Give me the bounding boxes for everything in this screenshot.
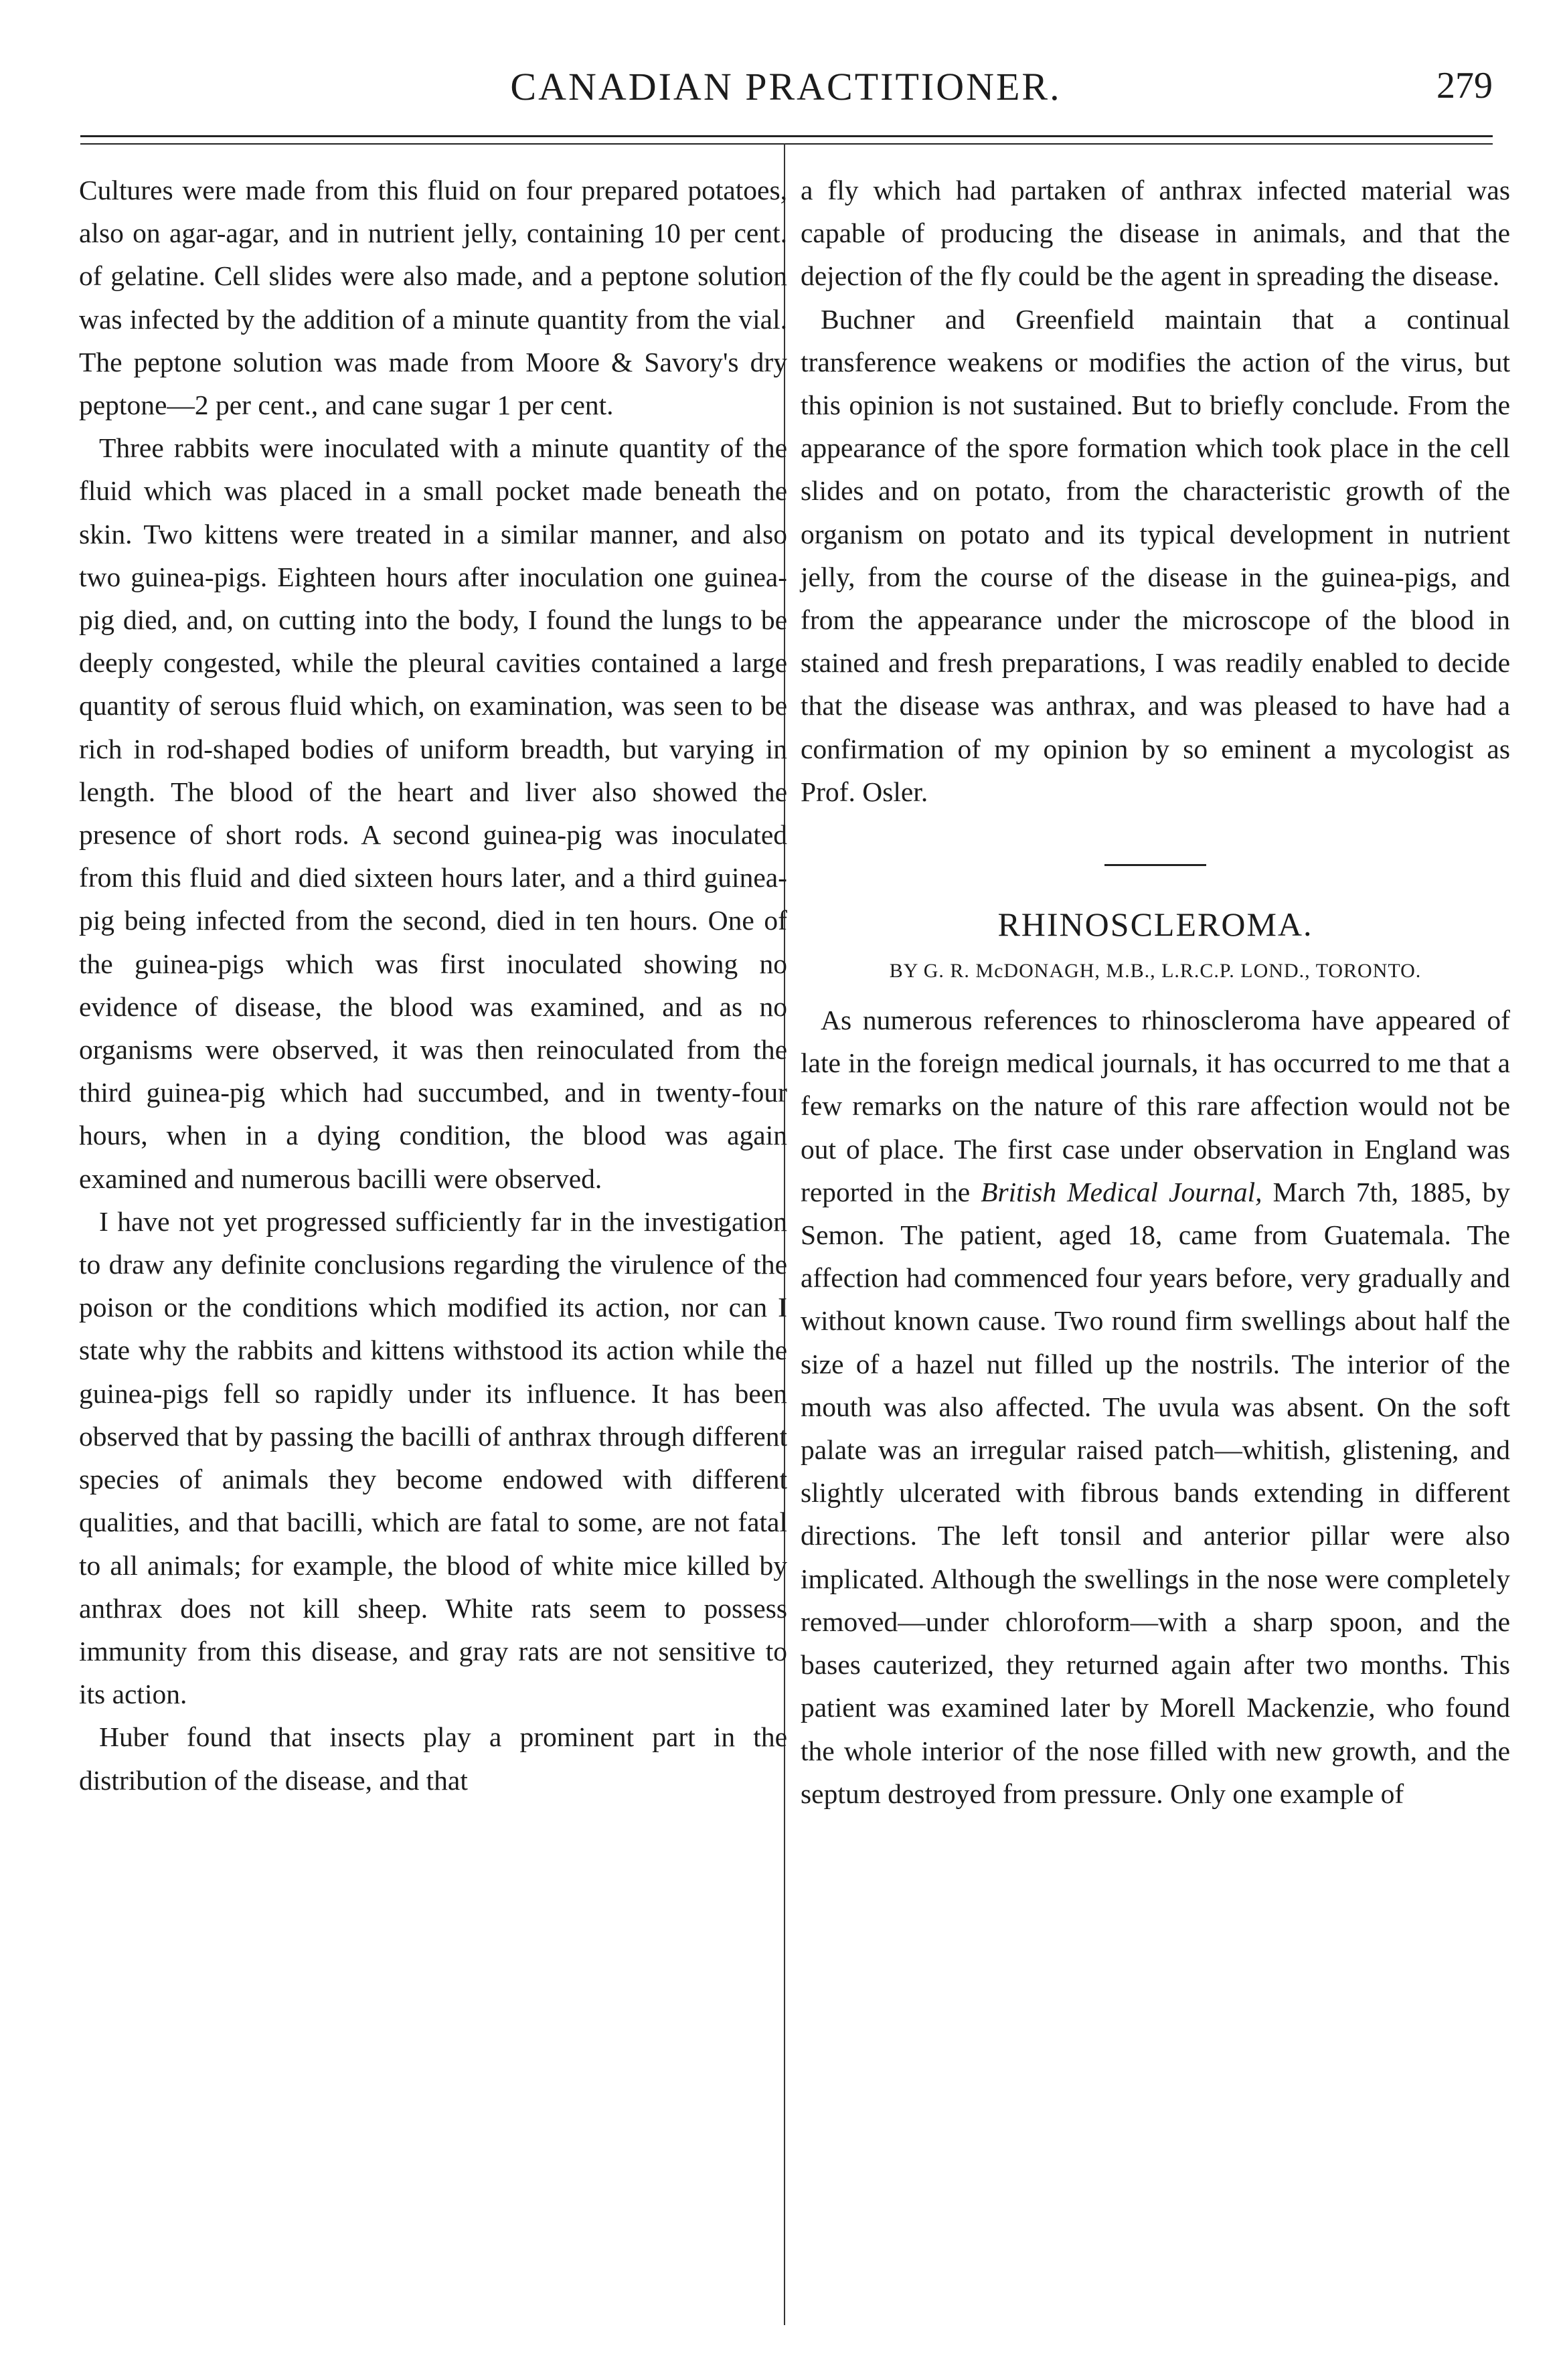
article-title: RHINOSCLEROMA. [997,906,1313,944]
running-head [79,64,1493,118]
right-column [801,169,1510,1815]
paragraph-rhinoscleroma-intro [801,999,1510,1815]
intro-text-start: As numerous references to rhinoscleroma have appeared of late in the foreign medical journals, it has occurred to me that a few remarks on the nature of this rare affection would not be out of place. The first case under observation in England was reported in the [801,1005,1510,1207]
paragraph-virulence: I have not yet progressed sufficiently far in the investigation to draw any definite conclusions regarding the virulence of the poison or the conditions which modified its action, nor can I state why the rabbits and kittens withstood its action while the guinea-pigs fell so rapidly under its influence. It has been observed that by passing the bacilli of anthrax through different species of animals they become endowed with different qualities, and that bacilli, which are fatal to some, are not fatal to all animals; for example, the blood of white mice killed by anthrax does not kill sheep. White rats seem to possess immunity from this disease, and gray rats are not sensitive to its action. [79,1205,787,1710]
page-number: 279 [1436,65,1493,106]
paragraph-huber: Huber found that insects play a prominent part in the distribution of the disease, and that [79,1721,787,1796]
left-column [79,169,787,1802]
article-byline: BY G. R. McDONAGH, M.B., L.R.C.P. LOND., TORONTO. [889,960,1422,983]
paragraph-inoculation: Three rabbits were inoculated with a minute quantity of the fluid which was placed in a small pocket made beneath the skin. Two kittens were treated in a similar manner, and also two guinea-pigs. Eighteen hours after inoculation one guinea-pig died, and, on cutting into the body, I found the lungs to be deeply congested, while the pleural cavities contained a large quantity of serous fluid which, on examination, was seen to be rich in rod-shaped bodies of uniform breadth, but varying in length. The blood of the heart and liver also showed the presence of short rods. A second guinea-pig was inoculated from this fluid and died sixteen hours later, and a third guinea-pig being infected from the second, died in ten hours. One of the guinea-pigs which was first inoculated showing no evidence of disease, the blood was examined, and as no organisms were observed, it was then reinoculated from the third guinea-pig which had succumbed, and in twenty-four hours, when in a dying condition, the blood was again examined and numerous bacilli were observed. [79,432,787,1194]
header-rule-thin [80,143,1493,145]
section-divider [1104,864,1206,866]
paragraph-buchner: Buchner and Greenfield maintain that a continual transference weakens or modifies the action of the virus, but this opinion is not sustained. But to briefly conclude. From the appearance of the spore formation which took place in the cell slides and on potato, from the characteristic growth of the organism on potato and its typical development in nutrient jelly, from the course of the disease in the guinea-pigs, and from the appearance under the microscope of the blood in stained and fresh preparations, I was readily enabled to decide that the disease was anthrax, and was pleased to have had a confirmation of my opinion by so eminent a mycologist as Prof. Osler. [801,303,1510,807]
paragraph-fly-continued: a fly which had partaken of anthrax infected material was capable of producing the disease in animals, and that the dejection of the fly could be the agent in spreading the disease. [801,175,1510,292]
journal-title: CANADIAN PRACTITIONER. [510,65,1062,108]
intro-text-end: March 7th, 1885, by Semon. The patient, aged 18, came from Guatemala. The affection had commenced four years before, very gradually and without known cause. Two round firm swellings about half the size of a hazel nut filled up the nostrils. The interior of the mouth was also affected. The uvula was absent. On the soft palate was an irregular raised patch—whitish, glistening, and slightly ulcerated with fibrous bands extending in different directions. The left tonsil and anterior pillar were also implicated. Although the swellings in the nose were completely removed—under chloroform—with a sharp spoon, and the bases cauterized, they returned again after two months. This patient was examined later by Morell Mackenzie, who found the whole interior of the nose filled with new growth, and the septum destroyed from pressure. Only one example of [801,1176,1510,1809]
header-rule-thick [80,135,1493,137]
paragraph-cultures: Cultures were made from this fluid on four prepared potatoes, also on agar-agar, and in nutrient jelly, containing 10 per cent. of gelatine. Cell slides were also made, and a peptone solution was infected by the addition of a minute quantity from the vial. The peptone solution was made from Moore & Savory's dry peptone—2 per cent., and cane sugar 1 per cent. [79,175,787,421]
journal-citation: British Medical Journal, [981,1176,1262,1207]
